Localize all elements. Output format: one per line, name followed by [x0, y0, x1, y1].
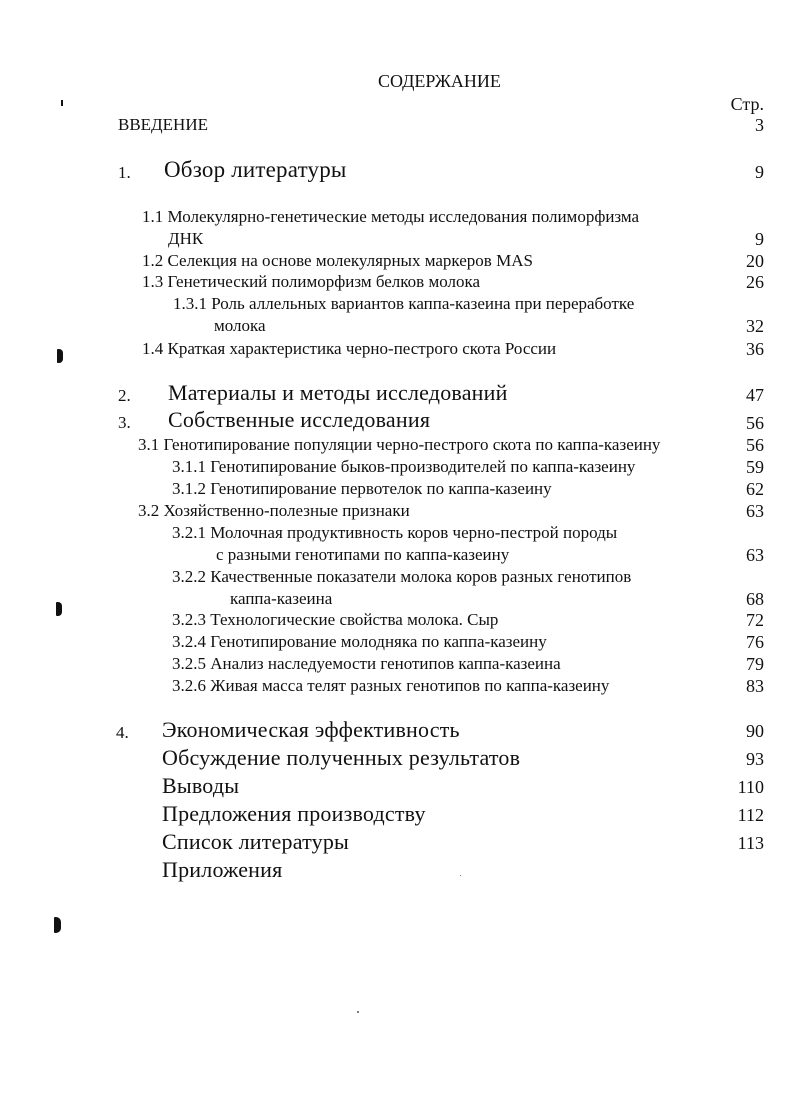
- toc-entry-page: 76: [746, 632, 764, 652]
- toc-entry-label: 3.2 Хозяйственно-полезные признаки: [138, 501, 410, 520]
- toc-chapter-label: Собственные исследования: [168, 407, 431, 432]
- toc-entry-page: 110: [737, 777, 764, 797]
- toc-entry-page: 90: [746, 721, 764, 741]
- scan-speck: [460, 875, 461, 876]
- toc-chapter-label: Приложения: [162, 857, 283, 882]
- scan-mark: [56, 602, 62, 616]
- toc-entry-label: 3.2.6 Живая масса телят разных генотипов по каппа-казеину: [172, 676, 610, 695]
- toc-chapter-number: 2.: [118, 386, 131, 405]
- toc-entry-page: 9: [755, 162, 764, 182]
- scan-mark: [54, 917, 61, 933]
- toc-entry-label: ВВЕДЕНИЕ: [118, 115, 208, 134]
- toc-entry-page: 72: [746, 610, 764, 630]
- toc-entry-label: 3.1.2 Генотипирование первотелок по каппа-казеину: [172, 479, 552, 498]
- toc-entry-label: 3.1.1 Генотипирование быков-производителей по каппа-казеину: [172, 457, 636, 476]
- toc-entry-page: 79: [746, 654, 764, 674]
- toc-entry-label-continued: ДНК: [168, 229, 204, 248]
- toc-entry-page: 63: [746, 501, 764, 521]
- toc-entry-label: 1.4 Краткая характеристика черно-пестрого скота России: [142, 339, 557, 358]
- toc-entry-label: 1.2 Селекция на основе молекулярных маркеров MAS: [142, 251, 533, 270]
- toc-entry-label: 3.2.4 Генотипирование молодняка по каппа-казеину: [172, 632, 547, 651]
- toc-entry-page: 83: [746, 676, 764, 696]
- scan-speck: [357, 1011, 359, 1013]
- toc-entry-page: 59: [746, 457, 764, 477]
- toc-chapter-label: Экономическая эффективность: [162, 717, 460, 742]
- toc-entry-page: 20: [746, 251, 764, 271]
- scan-mark: [61, 100, 63, 106]
- toc-entry-label: 3.1 Генотипирование популяции черно-пестрого скота по каппа-казеину: [138, 435, 661, 454]
- toc-entry-label: 1.1 Молекулярно-генетические методы исследования полиморфизма: [142, 207, 640, 226]
- toc-chapter-label: Материалы и методы исследований: [168, 380, 508, 405]
- scan-mark: [57, 349, 63, 363]
- toc-chapter-number: 4.: [116, 723, 129, 742]
- toc-entry-label: 3.2.3 Технологические свойства молока. Сыр: [172, 610, 499, 629]
- toc-entry-label: 3.2.5 Анализ наследуемости генотипов каппа-казеина: [172, 654, 561, 673]
- toc-entry-page: 112: [737, 805, 764, 825]
- toc-chapter-label: Предложения производству: [162, 801, 426, 826]
- toc-entry-label: 3.2.1 Молочная продуктивность коров черно-пестрой породы: [172, 523, 618, 542]
- toc-entry-label-continued: молока: [214, 316, 266, 335]
- toc-entry-page: 9: [755, 229, 764, 249]
- toc-entry-page: 47: [746, 385, 764, 405]
- toc-entry-label: 1.3.1 Роль аллельных вариантов каппа-казеина при переработке: [173, 294, 635, 313]
- page-column-header: Стр.: [730, 94, 764, 114]
- toc-chapter-number: 3.: [118, 413, 131, 432]
- toc-entry-label-continued: с разными генотипами по каппа-казеину: [216, 545, 510, 564]
- toc-entry-label: 1.3 Генетический полиморфизм белков молока: [142, 272, 481, 291]
- toc-chapter-label: Выводы: [162, 773, 240, 798]
- toc-chapter-label: Обзор литературы: [164, 157, 347, 182]
- toc-entry-page: 56: [746, 413, 764, 433]
- toc-entry-page: 56: [746, 435, 764, 455]
- toc-entry-page: 68: [746, 589, 764, 609]
- toc-entry-page: 36: [746, 339, 764, 359]
- toc-entry-page: 3: [755, 115, 764, 135]
- toc-entry-page: 113: [737, 833, 764, 853]
- toc-entry-page: 26: [746, 272, 764, 292]
- toc-chapter-label: Обсуждение полученных результатов: [162, 745, 521, 770]
- toc-chapter-number: 1.: [118, 163, 131, 182]
- toc-entry-label: 3.2.2 Качественные показатели молока коров разных генотипов: [172, 567, 632, 586]
- toc-entry-page: 93: [746, 749, 764, 769]
- toc-title: СОДЕРЖАНИЕ: [378, 71, 501, 91]
- toc-entry-label-continued: каппа-казеина: [230, 589, 333, 608]
- toc-chapter-label: Список литературы: [162, 829, 350, 854]
- toc-entry-page: 63: [746, 545, 764, 565]
- toc-entry-page: 32: [746, 316, 764, 336]
- toc-entry-page: 62: [746, 479, 764, 499]
